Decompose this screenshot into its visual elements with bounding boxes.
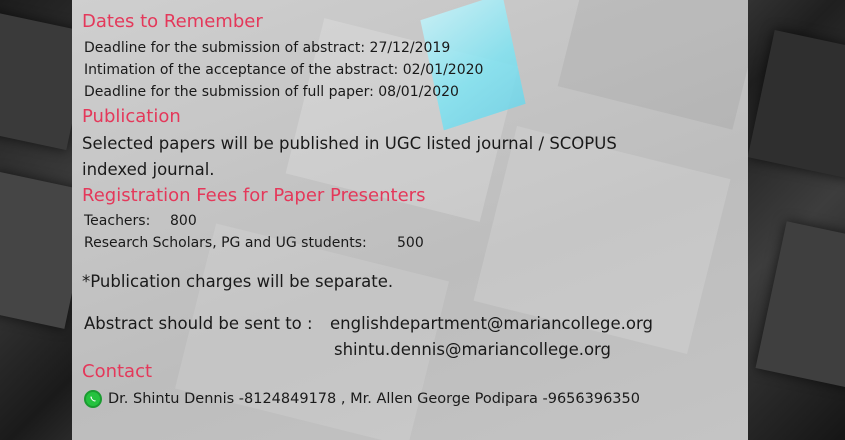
contact-heading: Contact bbox=[82, 361, 153, 382]
publication-heading: Publication bbox=[82, 106, 181, 127]
abstract-deadline: Deadline for the submission of abstract: 27/12/2019 bbox=[84, 40, 451, 56]
flyer-content bbox=[72, 0, 748, 440]
fee-scholars-label: Research Scholars, PG and UG students: bbox=[84, 235, 367, 251]
publication-charges-note: *Publication charges will be separate. bbox=[82, 272, 394, 291]
fees-heading: Registration Fees for Paper Presenters bbox=[82, 185, 426, 206]
contact-row bbox=[84, 390, 640, 408]
contact-details: Dr. Shintu Dennis -8124849178 , Mr. Allen George Podipara -9656396350 bbox=[108, 391, 640, 407]
acceptance-date: Intimation of the acceptance of the abstract: 02/01/2020 bbox=[84, 62, 484, 78]
fee-scholars-amount: 500 bbox=[397, 235, 424, 251]
fee-teachers-amount: 800 bbox=[170, 213, 197, 229]
email-shintu: shintu.dennis@mariancollege.org bbox=[334, 340, 612, 359]
abstract-label: Abstract should be sent to : bbox=[84, 314, 313, 333]
flyer-panel bbox=[72, 0, 748, 440]
email-english-dept: englishdepartment@mariancollege.org bbox=[330, 314, 653, 333]
full-paper-deadline: Deadline for the submission of full paper: 08/01/2020 bbox=[84, 84, 459, 100]
publication-line-1: Selected papers will be published in UGC listed journal / SCOPUS bbox=[82, 134, 617, 153]
whatsapp-icon bbox=[84, 390, 102, 408]
dates-heading: Dates to Remember bbox=[82, 11, 263, 32]
publication-line-2: indexed journal. bbox=[82, 160, 215, 179]
fee-teachers-label: Teachers: bbox=[84, 213, 151, 229]
